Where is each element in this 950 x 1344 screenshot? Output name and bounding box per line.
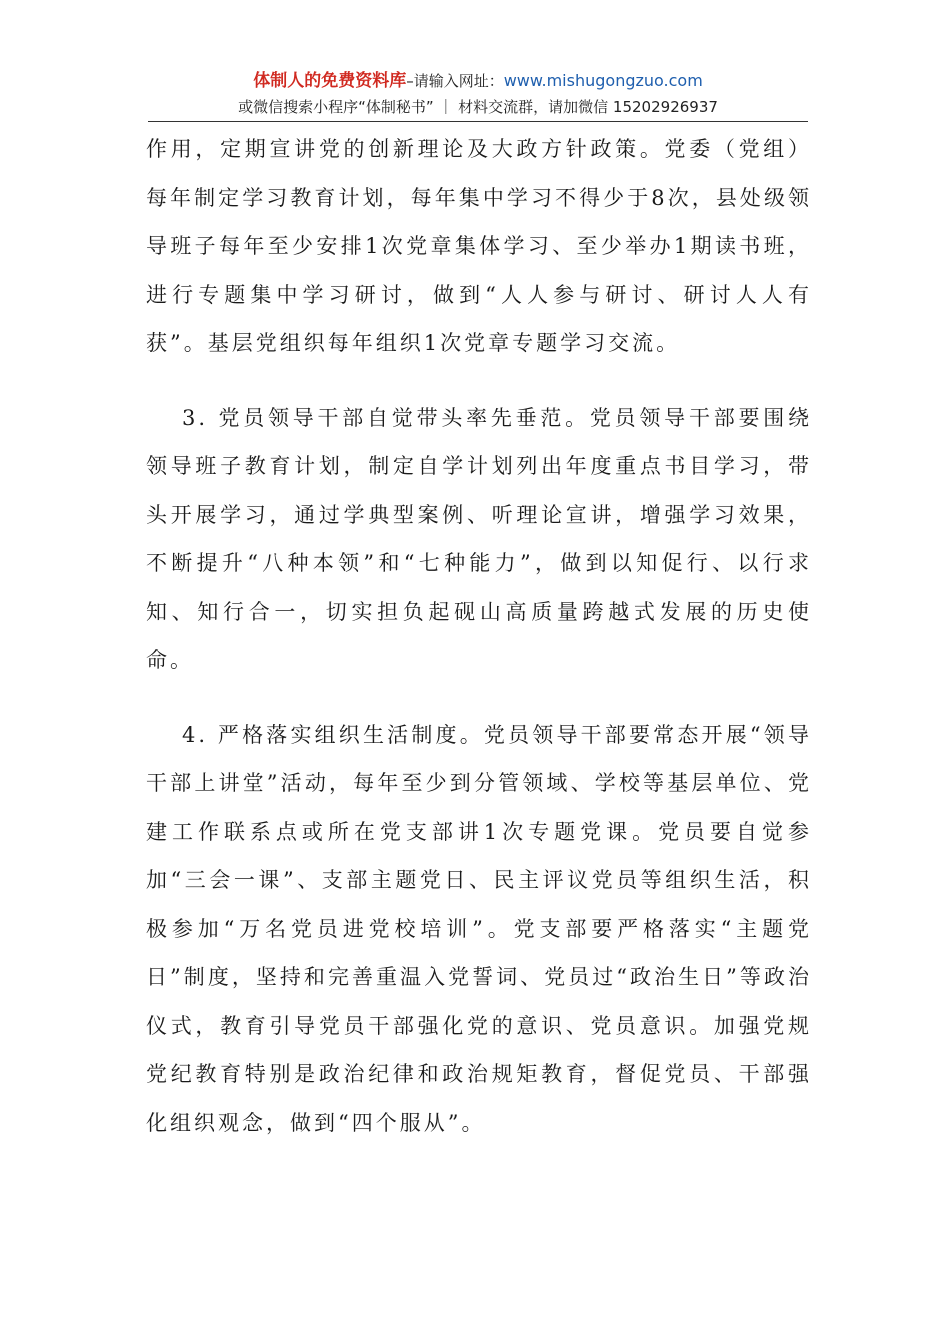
- paragraph-continued: 作用，定期宣讲党的创新理论及大政方针政策。党委（党组）每年制定学习教育计划，每年集中学习不得少于8次，县处级领导班子每年至少安排1次党章集体学习、至少举办1期读书班，进行专题集中学习研讨，做到“人人参与研讨、研讨人人有获”。基层党组织每年组织1次党章专题学习交流。: [146, 137, 812, 355]
- paragraph-item-3: 3. 党员领导干部自觉带头率先垂范。党员领导干部要围绕领导班子教育计划，制定自学计划列出年度重点书目学习，带头开展学习，通过学典型案例、听理论宣讲，增强学习效果，不断提升“八种本领”和“七种能力”，做到以知促行、以行求知、知行合一，切实担负起砚山高质量跨越式发展的历史使命。: [146, 405, 812, 672]
- url-prompt: –请输入网址：: [406, 72, 504, 90]
- paragraph-item-4: 4. 严格落实组织生活制度。党员领导干部要常态开展“领导干部上讲堂”活动，每年至少到分管领域、学校等基层单位、党建工作联系点或所在党支部讲1次专题党课。党员要自觉参加“三会一课”、支部主题党日、民主评议党员等组织生活，积极参加“万名党员进党校培训”。党支部要严格落实“主题党日”制度，坚持和完善重温入党誓词、党员过“政治生日”等政治仪式，教育引导党员干部强化党的意识、党员意识。加强党规党纪教育特别是政治纪律和政治规矩教育，督促党员、干部强化组织观念，做到“四个服从”。: [146, 722, 812, 1135]
- paragraph-gap: [146, 368, 812, 394]
- brand-title: 体制人的免费资料库: [253, 71, 407, 91]
- document-body: [146, 125, 812, 1147]
- header-divider: [148, 121, 808, 122]
- header-line-2: 或微信搜索小程序“体制秘书” ｜ 材料交流群，请加微信 15202926937: [238, 98, 718, 116]
- website-link[interactable]: www.mishugongzuo.com: [503, 71, 703, 90]
- page-header: [148, 68, 808, 120]
- paragraph-gap: [146, 685, 812, 711]
- header-line-1: [148, 68, 808, 94]
